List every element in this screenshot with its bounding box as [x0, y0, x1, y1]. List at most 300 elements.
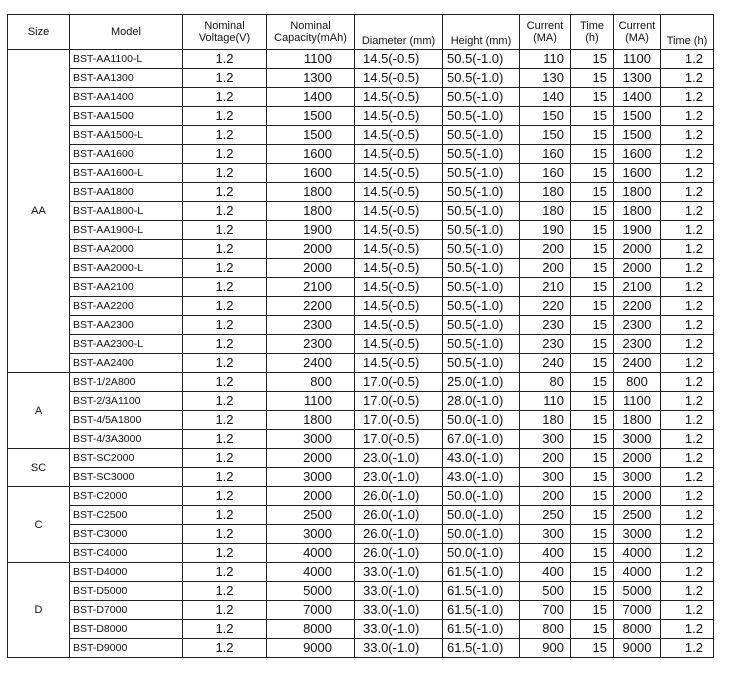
time-2-cell: 1.2: [661, 107, 714, 126]
voltage-cell: 1.2: [183, 164, 267, 183]
height-cell: 50.5(-1.0): [443, 354, 520, 373]
voltage-cell: 1.2: [183, 525, 267, 544]
current-cell: 900: [520, 639, 571, 658]
height-cell: 50.5(-1.0): [443, 145, 520, 164]
header-diameter: Diameter (mm): [355, 15, 443, 50]
capacity-cell: 5000: [267, 582, 355, 601]
time-2-cell: 1.2: [661, 601, 714, 620]
model-cell: BST-AA2400: [70, 354, 183, 373]
diameter-cell: 14.5(-0.5): [355, 50, 443, 69]
height-cell: 50.0(-1.0): [443, 525, 520, 544]
voltage-cell: 1.2: [183, 69, 267, 88]
time-2-cell: 1.2: [661, 392, 714, 411]
model-cell: BST-AA1400: [70, 88, 183, 107]
current-cell: 140: [520, 88, 571, 107]
time-2-cell: 1.2: [661, 620, 714, 639]
current-2-cell: 2000: [614, 449, 661, 468]
current-cell: 500: [520, 582, 571, 601]
capacity-cell: 1400: [267, 88, 355, 107]
time-cell: 15: [571, 392, 614, 411]
capacity-cell: 2300: [267, 316, 355, 335]
current-cell: 180: [520, 411, 571, 430]
height-cell: 50.5(-1.0): [443, 107, 520, 126]
voltage-cell: 1.2: [183, 601, 267, 620]
model-cell: BST-D9000: [70, 639, 183, 658]
time-cell: 15: [571, 202, 614, 221]
table-row: [8, 164, 714, 183]
size-group-cell: AA: [8, 50, 70, 373]
height-cell: 61.5(-1.0): [443, 563, 520, 582]
table-row: [8, 525, 714, 544]
time-2-cell: 1.2: [661, 449, 714, 468]
voltage-cell: 1.2: [183, 145, 267, 164]
diameter-cell: 14.5(-0.5): [355, 278, 443, 297]
capacity-cell: 9000: [267, 639, 355, 658]
voltage-cell: 1.2: [183, 430, 267, 449]
diameter-cell: 14.5(-0.5): [355, 297, 443, 316]
model-cell: BST-AA1800-L: [70, 202, 183, 221]
time-2-cell: 1.2: [661, 335, 714, 354]
current-2-cell: 7000: [614, 601, 661, 620]
diameter-cell: 14.5(-0.5): [355, 354, 443, 373]
current-2-cell: 1100: [614, 50, 661, 69]
time-cell: 15: [571, 240, 614, 259]
capacity-cell: 2500: [267, 506, 355, 525]
header-capacity: [267, 15, 355, 50]
capacity-cell: 1600: [267, 145, 355, 164]
current-2-cell: 9000: [614, 639, 661, 658]
model-cell: BST-AA2100: [70, 278, 183, 297]
capacity-cell: 1100: [267, 392, 355, 411]
diameter-cell: 17.0(-0.5): [355, 411, 443, 430]
current-cell: 300: [520, 468, 571, 487]
diameter-cell: 26.0(-1.0): [355, 544, 443, 563]
time-2-cell: 1.2: [661, 202, 714, 221]
height-cell: 50.0(-1.0): [443, 544, 520, 563]
model-cell: BST-AA2200: [70, 297, 183, 316]
current-cell: 300: [520, 430, 571, 449]
voltage-cell: 1.2: [183, 411, 267, 430]
capacity-cell: 2400: [267, 354, 355, 373]
capacity-cell: 8000: [267, 620, 355, 639]
capacity-cell: 2200: [267, 297, 355, 316]
size-group-cell: C: [8, 487, 70, 563]
model-cell: BST-AA1500-L: [70, 126, 183, 145]
time-cell: 15: [571, 88, 614, 107]
current-2-cell: 2000: [614, 487, 661, 506]
voltage-cell: 1.2: [183, 297, 267, 316]
time-2-cell: 1.2: [661, 183, 714, 202]
time-2-cell: 1.2: [661, 430, 714, 449]
model-cell: BST-C2000: [70, 487, 183, 506]
header-time-1: [571, 15, 614, 50]
capacity-cell: 4000: [267, 544, 355, 563]
model-cell: BST-C2500: [70, 506, 183, 525]
current-2-cell: 4000: [614, 544, 661, 563]
current-2-cell: 1500: [614, 126, 661, 145]
time-cell: 15: [571, 544, 614, 563]
header-current-2-line1: Current: [618, 20, 656, 32]
current-cell: 160: [520, 164, 571, 183]
height-cell: 50.5(-1.0): [443, 126, 520, 145]
header-time-2: Time (h): [661, 15, 714, 50]
current-2-cell: 2400: [614, 354, 661, 373]
current-cell: 400: [520, 544, 571, 563]
height-cell: 50.5(-1.0): [443, 221, 520, 240]
header-voltage-line1: Nominal: [204, 20, 245, 32]
time-2-cell: 1.2: [661, 88, 714, 107]
current-2-cell: 1100: [614, 392, 661, 411]
voltage-cell: 1.2: [183, 392, 267, 411]
model-cell: BST-AA1500: [70, 107, 183, 126]
diameter-cell: 33.0(-1.0): [355, 639, 443, 658]
battery-spec-table: [7, 14, 714, 658]
time-cell: 15: [571, 354, 614, 373]
time-cell: 15: [571, 525, 614, 544]
height-cell: 50.0(-1.0): [443, 411, 520, 430]
diameter-cell: 23.0(-1.0): [355, 468, 443, 487]
model-cell: BST-AA1600-L: [70, 164, 183, 183]
time-cell: 15: [571, 639, 614, 658]
current-2-cell: 1800: [614, 183, 661, 202]
table-row: [8, 278, 714, 297]
time-cell: 15: [571, 164, 614, 183]
model-cell: BST-D8000: [70, 620, 183, 639]
current-2-cell: 800: [614, 373, 661, 392]
table-row: [8, 50, 714, 69]
height-cell: 50.5(-1.0): [443, 183, 520, 202]
voltage-cell: 1.2: [183, 278, 267, 297]
diameter-cell: 14.5(-0.5): [355, 221, 443, 240]
size-group-cell: D: [8, 563, 70, 658]
table-row: [8, 240, 714, 259]
diameter-cell: 14.5(-0.5): [355, 145, 443, 164]
time-2-cell: 1.2: [661, 316, 714, 335]
time-cell: 15: [571, 487, 614, 506]
height-cell: 50.5(-1.0): [443, 88, 520, 107]
diameter-cell: 14.5(-0.5): [355, 316, 443, 335]
current-cell: 700: [520, 601, 571, 620]
size-group-cell: A: [8, 373, 70, 449]
current-cell: 220: [520, 297, 571, 316]
model-cell: BST-SC3000: [70, 468, 183, 487]
current-2-cell: 1400: [614, 88, 661, 107]
capacity-cell: 2300: [267, 335, 355, 354]
current-cell: 240: [520, 354, 571, 373]
height-cell: 43.0(-1.0): [443, 449, 520, 468]
diameter-cell: 14.5(-0.5): [355, 335, 443, 354]
capacity-cell: 2100: [267, 278, 355, 297]
height-cell: 43.0(-1.0): [443, 468, 520, 487]
voltage-cell: 1.2: [183, 354, 267, 373]
capacity-cell: 1900: [267, 221, 355, 240]
height-cell: 61.5(-1.0): [443, 601, 520, 620]
current-2-cell: 5000: [614, 582, 661, 601]
current-cell: 150: [520, 107, 571, 126]
diameter-cell: 33.0(-1.0): [355, 563, 443, 582]
height-cell: 50.5(-1.0): [443, 240, 520, 259]
header-current-2: [614, 15, 661, 50]
time-cell: 15: [571, 221, 614, 240]
voltage-cell: 1.2: [183, 582, 267, 601]
time-cell: 15: [571, 278, 614, 297]
battery-spec-sheet: [7, 14, 714, 658]
current-cell: 190: [520, 221, 571, 240]
diameter-cell: 33.0(-1.0): [355, 582, 443, 601]
time-cell: 15: [571, 316, 614, 335]
capacity-cell: 1800: [267, 411, 355, 430]
table-row: [8, 563, 714, 582]
diameter-cell: 14.5(-0.5): [355, 107, 443, 126]
header-capacity-line1: Nominal: [290, 20, 331, 32]
table-row: [8, 107, 714, 126]
current-cell: 210: [520, 278, 571, 297]
current-2-cell: 3000: [614, 525, 661, 544]
height-cell: 50.5(-1.0): [443, 50, 520, 69]
time-2-cell: 1.2: [661, 354, 714, 373]
current-cell: 230: [520, 316, 571, 335]
capacity-cell: 800: [267, 373, 355, 392]
voltage-cell: 1.2: [183, 335, 267, 354]
current-2-cell: 2200: [614, 297, 661, 316]
current-2-cell: 3000: [614, 430, 661, 449]
time-cell: 15: [571, 373, 614, 392]
voltage-cell: 1.2: [183, 240, 267, 259]
model-cell: BST-AA1100-L: [70, 50, 183, 69]
table-row: [8, 335, 714, 354]
time-cell: 15: [571, 430, 614, 449]
model-cell: BST-AA1600: [70, 145, 183, 164]
table-row: [8, 411, 714, 430]
current-cell: 160: [520, 145, 571, 164]
header-row: [8, 15, 714, 50]
current-cell: 400: [520, 563, 571, 582]
current-cell: 200: [520, 487, 571, 506]
table-row: [8, 639, 714, 658]
table-row: [8, 487, 714, 506]
header-height: Height (mm): [443, 15, 520, 50]
table-row: [8, 88, 714, 107]
diameter-cell: 14.5(-0.5): [355, 202, 443, 221]
capacity-cell: 4000: [267, 563, 355, 582]
time-cell: 15: [571, 297, 614, 316]
table-body: [8, 50, 714, 658]
current-2-cell: 1900: [614, 221, 661, 240]
table-row: [8, 202, 714, 221]
time-cell: 15: [571, 50, 614, 69]
model-cell: BST-AA2300: [70, 316, 183, 335]
current-2-cell: 2500: [614, 506, 661, 525]
header-time-1-line1: Time: [579, 20, 605, 32]
time-2-cell: 1.2: [661, 221, 714, 240]
time-2-cell: 1.2: [661, 639, 714, 658]
capacity-cell: 1800: [267, 202, 355, 221]
model-cell: BST-AA1900-L: [70, 221, 183, 240]
height-cell: 61.5(-1.0): [443, 582, 520, 601]
table-row: [8, 392, 714, 411]
time-2-cell: 1.2: [661, 487, 714, 506]
capacity-cell: 7000: [267, 601, 355, 620]
height-cell: 67.0(-1.0): [443, 430, 520, 449]
capacity-cell: 2000: [267, 487, 355, 506]
voltage-cell: 1.2: [183, 506, 267, 525]
current-2-cell: 2100: [614, 278, 661, 297]
voltage-cell: 1.2: [183, 88, 267, 107]
model-cell: BST-AA2300-L: [70, 335, 183, 354]
voltage-cell: 1.2: [183, 202, 267, 221]
voltage-cell: 1.2: [183, 468, 267, 487]
table-row: [8, 373, 714, 392]
model-cell: BST-4/3A3000: [70, 430, 183, 449]
current-cell: 110: [520, 392, 571, 411]
model-cell: BST-1/2A800: [70, 373, 183, 392]
height-cell: 61.5(-1.0): [443, 639, 520, 658]
table-row: [8, 582, 714, 601]
diameter-cell: 14.5(-0.5): [355, 88, 443, 107]
height-cell: 50.5(-1.0): [443, 69, 520, 88]
time-cell: 15: [571, 563, 614, 582]
diameter-cell: 23.0(-1.0): [355, 449, 443, 468]
time-2-cell: 1.2: [661, 50, 714, 69]
time-2-cell: 1.2: [661, 278, 714, 297]
height-cell: 25.0(-1.0): [443, 373, 520, 392]
table-row: [8, 126, 714, 145]
current-2-cell: 1600: [614, 164, 661, 183]
capacity-cell: 2000: [267, 259, 355, 278]
table-row: [8, 620, 714, 639]
diameter-cell: 14.5(-0.5): [355, 69, 443, 88]
time-cell: 15: [571, 69, 614, 88]
header-size: Size: [8, 15, 70, 50]
time-cell: 15: [571, 468, 614, 487]
header-time-1-line2: (h): [585, 32, 599, 44]
current-cell: 230: [520, 335, 571, 354]
current-2-cell: 1600: [614, 145, 661, 164]
voltage-cell: 1.2: [183, 620, 267, 639]
diameter-cell: 17.0(-0.5): [355, 373, 443, 392]
header-current-1-line1: Current: [526, 20, 564, 32]
time-cell: 15: [571, 506, 614, 525]
model-cell: BST-C4000: [70, 544, 183, 563]
capacity-cell: 1600: [267, 164, 355, 183]
time-cell: 15: [571, 183, 614, 202]
height-cell: 50.0(-1.0): [443, 506, 520, 525]
time-2-cell: 1.2: [661, 373, 714, 392]
time-2-cell: 1.2: [661, 582, 714, 601]
time-2-cell: 1.2: [661, 164, 714, 183]
time-2-cell: 1.2: [661, 563, 714, 582]
model-cell: BST-AA2000: [70, 240, 183, 259]
voltage-cell: 1.2: [183, 221, 267, 240]
model-cell: BST-AA2000-L: [70, 259, 183, 278]
capacity-cell: 3000: [267, 525, 355, 544]
capacity-cell: 1100: [267, 50, 355, 69]
capacity-cell: 2000: [267, 449, 355, 468]
table-row: [8, 506, 714, 525]
model-cell: BST-C3000: [70, 525, 183, 544]
time-cell: 15: [571, 449, 614, 468]
diameter-cell: 26.0(-1.0): [355, 525, 443, 544]
current-2-cell: 1500: [614, 107, 661, 126]
capacity-cell: 1300: [267, 69, 355, 88]
header-voltage-line2: Voltage(V): [198, 32, 251, 44]
height-cell: 50.5(-1.0): [443, 335, 520, 354]
current-cell: 180: [520, 183, 571, 202]
model-cell: BST-SC2000: [70, 449, 183, 468]
table-row: [8, 601, 714, 620]
current-2-cell: 2300: [614, 316, 661, 335]
time-cell: 15: [571, 126, 614, 145]
current-2-cell: 2000: [614, 259, 661, 278]
table-row: [8, 145, 714, 164]
time-cell: 15: [571, 411, 614, 430]
height-cell: 28.0(-1.0): [443, 392, 520, 411]
current-cell: 180: [520, 202, 571, 221]
table-row: [8, 297, 714, 316]
table-row: [8, 354, 714, 373]
header-current-1: [520, 15, 571, 50]
time-cell: 15: [571, 582, 614, 601]
voltage-cell: 1.2: [183, 449, 267, 468]
header-current-2-line2: (MA): [625, 32, 649, 44]
time-2-cell: 1.2: [661, 126, 714, 145]
voltage-cell: 1.2: [183, 544, 267, 563]
diameter-cell: 14.5(-0.5): [355, 240, 443, 259]
diameter-cell: 17.0(-0.5): [355, 430, 443, 449]
current-cell: 130: [520, 69, 571, 88]
table-row: [8, 259, 714, 278]
height-cell: 50.0(-1.0): [443, 487, 520, 506]
model-cell: BST-D7000: [70, 601, 183, 620]
diameter-cell: 14.5(-0.5): [355, 164, 443, 183]
time-2-cell: 1.2: [661, 506, 714, 525]
diameter-cell: 26.0(-1.0): [355, 506, 443, 525]
diameter-cell: 33.0(-1.0): [355, 620, 443, 639]
current-2-cell: 2000: [614, 240, 661, 259]
table-row: [8, 449, 714, 468]
current-2-cell: 1300: [614, 69, 661, 88]
diameter-cell: 14.5(-0.5): [355, 183, 443, 202]
voltage-cell: 1.2: [183, 126, 267, 145]
height-cell: 50.5(-1.0): [443, 164, 520, 183]
header-capacity-line2: Capacity(mAh): [274, 32, 347, 44]
diameter-cell: 14.5(-0.5): [355, 259, 443, 278]
voltage-cell: 1.2: [183, 50, 267, 69]
time-2-cell: 1.2: [661, 468, 714, 487]
height-cell: 50.5(-1.0): [443, 316, 520, 335]
voltage-cell: 1.2: [183, 316, 267, 335]
current-cell: 300: [520, 525, 571, 544]
current-2-cell: 1800: [614, 411, 661, 430]
table-row: [8, 316, 714, 335]
height-cell: 50.5(-1.0): [443, 259, 520, 278]
voltage-cell: 1.2: [183, 563, 267, 582]
table-row: [8, 221, 714, 240]
table-row: [8, 183, 714, 202]
time-cell: 15: [571, 259, 614, 278]
diameter-cell: 33.0(-1.0): [355, 601, 443, 620]
time-cell: 15: [571, 620, 614, 639]
diameter-cell: 17.0(-0.5): [355, 392, 443, 411]
capacity-cell: 1500: [267, 126, 355, 145]
size-group-cell: SC: [8, 449, 70, 487]
diameter-cell: 26.0(-1.0): [355, 487, 443, 506]
capacity-cell: 1500: [267, 107, 355, 126]
voltage-cell: 1.2: [183, 259, 267, 278]
time-cell: 15: [571, 335, 614, 354]
header-current-1-line2: (MA): [533, 32, 557, 44]
time-2-cell: 1.2: [661, 145, 714, 164]
